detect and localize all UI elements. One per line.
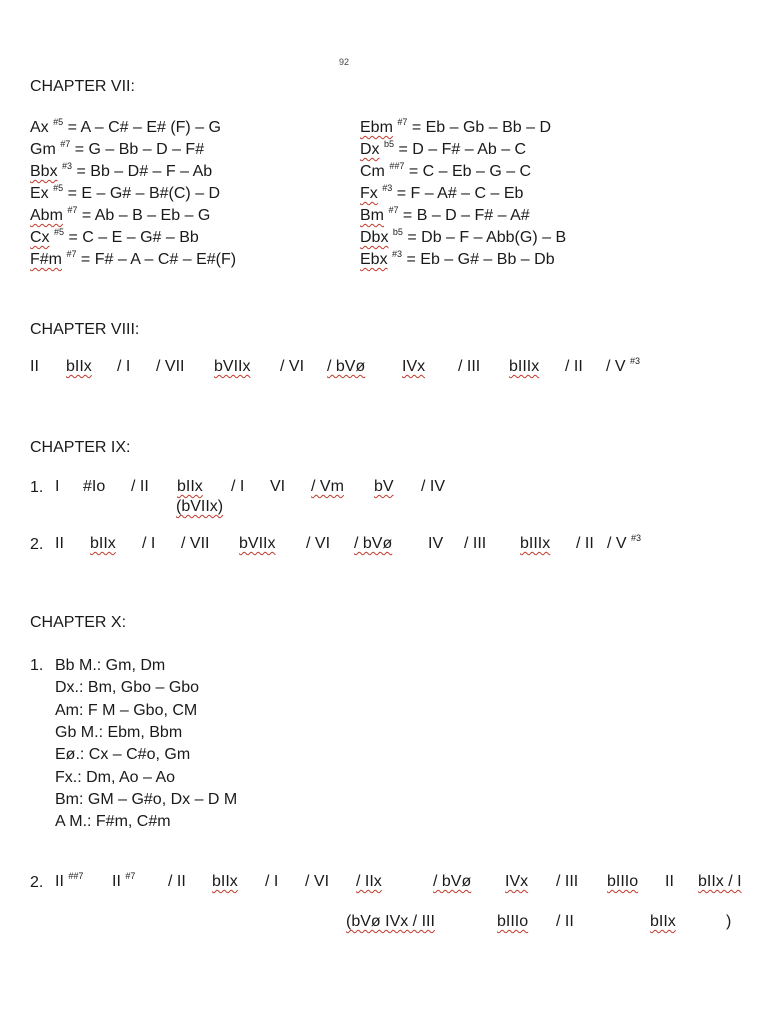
chord-row	[30, 118, 221, 138]
key-entry: Dx.: Bm, Gbo – Gbo	[55, 679, 200, 697]
progression-token	[156, 358, 184, 376]
chord-superscript: #5	[54, 227, 65, 237]
chord-name: Ebx	[360, 251, 388, 268]
progression-token	[90, 535, 116, 553]
token-label: / II	[556, 913, 574, 930]
token-label: bIIx	[90, 535, 116, 552]
chord-row	[360, 206, 530, 226]
chord-row	[30, 184, 220, 204]
token-label: / VI	[306, 535, 331, 552]
token-label: bV	[374, 478, 394, 495]
progression-token	[239, 535, 275, 553]
chord-superscript: #5	[53, 183, 64, 193]
token-label: bVIIx	[239, 535, 276, 552]
progression-token	[576, 535, 594, 553]
token-label: / II	[168, 873, 186, 890]
token-label: / IIx	[356, 873, 382, 890]
token-label: / VI	[280, 358, 305, 375]
progression-token	[177, 478, 203, 496]
chord-spelling: = Ab – B – Eb – G	[77, 207, 211, 224]
chapter-9-subtext-label: (bVIIx)	[176, 498, 224, 515]
token-label: / III	[464, 535, 487, 552]
chord-superscript: #7	[397, 117, 408, 127]
token-label: / I	[142, 535, 156, 552]
token-label: bIIIo	[497, 913, 529, 930]
chord-spelling: = C – E – G# – Bb	[64, 229, 199, 246]
chord-name: Gm	[30, 141, 56, 158]
token-label: / V	[607, 535, 627, 552]
token-label: bIIx	[212, 873, 238, 890]
chord-superscript: #3	[62, 161, 73, 171]
progression-token	[374, 478, 394, 496]
chord-superscript: ##7	[389, 161, 405, 171]
chord-spelling: = Bb – D# – F – Ab	[72, 163, 213, 180]
token-superscript: #7	[125, 871, 136, 881]
progression-token	[607, 535, 641, 553]
token-label: bIIIx	[520, 535, 551, 552]
token-label: / I	[231, 478, 245, 495]
chord-row	[360, 140, 526, 160]
chord-row	[30, 162, 212, 182]
chord-superscript: b5	[384, 139, 395, 149]
chord-spelling: = Db – F – Abb(G) – B	[402, 229, 567, 246]
chapter-10-item-2-number: 2.	[30, 874, 44, 891]
token-label: bIIIx	[509, 358, 540, 375]
key-entry: Bb M.: Gm, Dm	[55, 657, 166, 674]
token-superscript: #3	[630, 356, 641, 366]
token-label: / II	[565, 358, 583, 375]
token-label: / V	[606, 358, 626, 375]
progression-token	[306, 535, 330, 553]
chord-superscript: #3	[382, 183, 393, 193]
progression-token	[402, 358, 425, 376]
key-entry: A M.: F#m, C#m	[55, 813, 171, 831]
chord-name: Bbx	[30, 163, 58, 180]
chord-name: Ebm	[360, 119, 393, 136]
progression-token	[181, 535, 209, 553]
chapter-7-heading: CHAPTER VII:	[30, 78, 135, 95]
progression-token	[112, 873, 135, 891]
token-label: VI	[270, 478, 286, 495]
chord-name: Fx	[360, 185, 378, 202]
progression-token	[356, 873, 382, 891]
token-superscript: ##7	[68, 871, 84, 881]
progression-token	[346, 913, 435, 931]
progression-token	[305, 873, 329, 891]
progression-token	[142, 535, 155, 553]
chord-name: Cm	[360, 163, 385, 180]
progression-token	[606, 358, 640, 376]
token-label: II	[112, 873, 121, 890]
progression-token	[83, 478, 105, 496]
chapter-8-heading: CHAPTER VIII:	[30, 321, 140, 338]
chord-spelling: = Eb – Gb – Bb – D	[407, 119, 552, 136]
progression-token	[214, 358, 250, 376]
chapter-10-heading: CHAPTER X:	[30, 614, 127, 631]
chord-superscript: #7	[388, 205, 399, 215]
chord-superscript: #7	[66, 249, 77, 259]
progression-token	[433, 873, 471, 891]
chord-spelling: = Eb – G# – Bb – Db	[402, 251, 555, 268]
chord-superscript: #7	[60, 139, 71, 149]
token-label: bIIIo	[607, 873, 639, 890]
chord-row	[360, 162, 531, 182]
chord-row	[30, 206, 210, 226]
chord-name: Abm	[30, 207, 63, 224]
token-label: / III	[458, 358, 481, 375]
progression-token	[66, 358, 92, 376]
chord-row	[30, 228, 199, 248]
chapter-10-item-1-number: 1.	[30, 657, 44, 674]
token-label: / VII	[156, 358, 185, 375]
chord-name: F#m	[30, 251, 62, 268]
progression-token	[726, 913, 731, 931]
progression-token	[458, 358, 480, 376]
progression-token	[428, 535, 443, 553]
token-label: bIIx	[66, 358, 92, 375]
progression-token	[505, 873, 528, 891]
key-entry: Gb M.: Ebm, Bbm	[55, 723, 183, 741]
token-label: / VII	[181, 535, 210, 552]
token-label: / II	[576, 535, 594, 552]
chord-spelling: = F# – A – C# – E#(F)	[76, 251, 237, 268]
progression-token	[280, 358, 304, 376]
progression-token	[464, 535, 486, 553]
progression-token	[607, 873, 638, 891]
token-label: / I	[265, 873, 279, 890]
token-label: IV	[428, 535, 444, 552]
progression-token	[556, 873, 578, 891]
token-label: / bVø	[327, 358, 366, 375]
token-label: bVIIx	[214, 358, 251, 375]
chord-name: Cx	[30, 229, 50, 246]
progression-token	[30, 358, 39, 376]
chord-row	[30, 140, 204, 160]
token-label: IVx	[505, 873, 529, 890]
progression-token	[421, 478, 445, 496]
key-entry: Bm: GM – G#o, Dx – D M	[55, 790, 238, 808]
token-label: II	[665, 873, 674, 890]
chord-row	[30, 250, 236, 270]
token-label: / bVø	[354, 535, 393, 552]
chord-name: Dbx	[360, 229, 389, 246]
progression-token	[650, 913, 676, 931]
chord-name: Bm	[360, 207, 384, 224]
progression-token	[270, 478, 285, 496]
progression-token	[698, 873, 742, 891]
chord-spelling: = F – A# – C – Eb	[392, 185, 524, 202]
token-label: bIIx	[177, 478, 203, 495]
progression-token	[520, 535, 550, 553]
progression-token	[231, 478, 244, 496]
token-label: IVx	[402, 358, 426, 375]
progression-token	[55, 873, 83, 891]
token-label: / Vm	[311, 478, 344, 495]
page-number: 92	[339, 57, 350, 67]
token-label: #Io	[83, 478, 106, 495]
chapter-9-item-1-number: 1.	[30, 479, 44, 496]
token-label: (bVø IVx / III	[346, 913, 435, 930]
token-label: )	[726, 913, 732, 930]
chord-spelling: = A – C# – E# (F) – G	[63, 119, 221, 136]
chord-superscript: #7	[67, 205, 78, 215]
progression-token	[212, 873, 238, 891]
progression-token	[131, 478, 149, 496]
chord-superscript: b5	[392, 227, 403, 237]
chord-spelling: = G – Bb – D – F#	[70, 141, 205, 158]
chord-name: Ex	[30, 185, 49, 202]
token-label: bIIx	[650, 913, 676, 930]
progression-token	[327, 358, 365, 376]
chapter-9-heading: CHAPTER IX:	[30, 439, 131, 456]
token-label: II	[55, 873, 64, 890]
token-label: / II	[131, 478, 149, 495]
chord-name: Ax	[30, 119, 49, 136]
token-label: II	[30, 358, 39, 375]
progression-token	[265, 873, 278, 891]
progression-token	[55, 535, 64, 553]
chapter-9-item-2-number: 2.	[30, 536, 44, 553]
token-label: / bVø	[433, 873, 472, 890]
progression-token	[168, 873, 186, 891]
key-entry: Am: F M – Gbo, CM	[55, 701, 198, 719]
chord-spelling: = B – D – F# – A#	[398, 207, 530, 224]
progression-token	[55, 478, 59, 496]
chord-name: Dx	[360, 141, 380, 158]
chord-row	[360, 184, 523, 204]
token-label: II	[55, 535, 64, 552]
token-label: / I	[117, 358, 131, 375]
chapter-9-item-1-subtext	[176, 497, 223, 517]
progression-token	[117, 358, 130, 376]
chord-row	[360, 118, 551, 138]
chord-superscript: #5	[53, 117, 64, 127]
chord-superscript: #3	[392, 249, 403, 259]
token-label: I	[55, 478, 60, 495]
progression-token	[556, 913, 574, 931]
chord-row	[360, 250, 555, 270]
token-label: / III	[556, 873, 579, 890]
token-label: / IV	[421, 478, 446, 495]
chord-row	[360, 228, 566, 248]
chord-spelling: = D – F# – Ab – C	[394, 141, 527, 158]
progression-token	[665, 873, 674, 891]
chord-spelling: = C – Eb – G – C	[404, 163, 532, 180]
token-label: / VI	[305, 873, 330, 890]
token-superscript: #3	[631, 533, 642, 543]
chord-spelling: = E – G# – B#(C) – D	[63, 185, 221, 202]
progression-token	[565, 358, 583, 376]
progression-token	[311, 478, 344, 496]
progression-token	[509, 358, 539, 376]
key-entry: Eø.: Cx – C#o, Gm	[55, 746, 191, 764]
token-label: bIIx / I	[698, 873, 742, 890]
key-entry: Fx.: Dm, Ao – Ao	[55, 768, 176, 786]
progression-token	[497, 913, 528, 931]
progression-token	[354, 535, 392, 553]
